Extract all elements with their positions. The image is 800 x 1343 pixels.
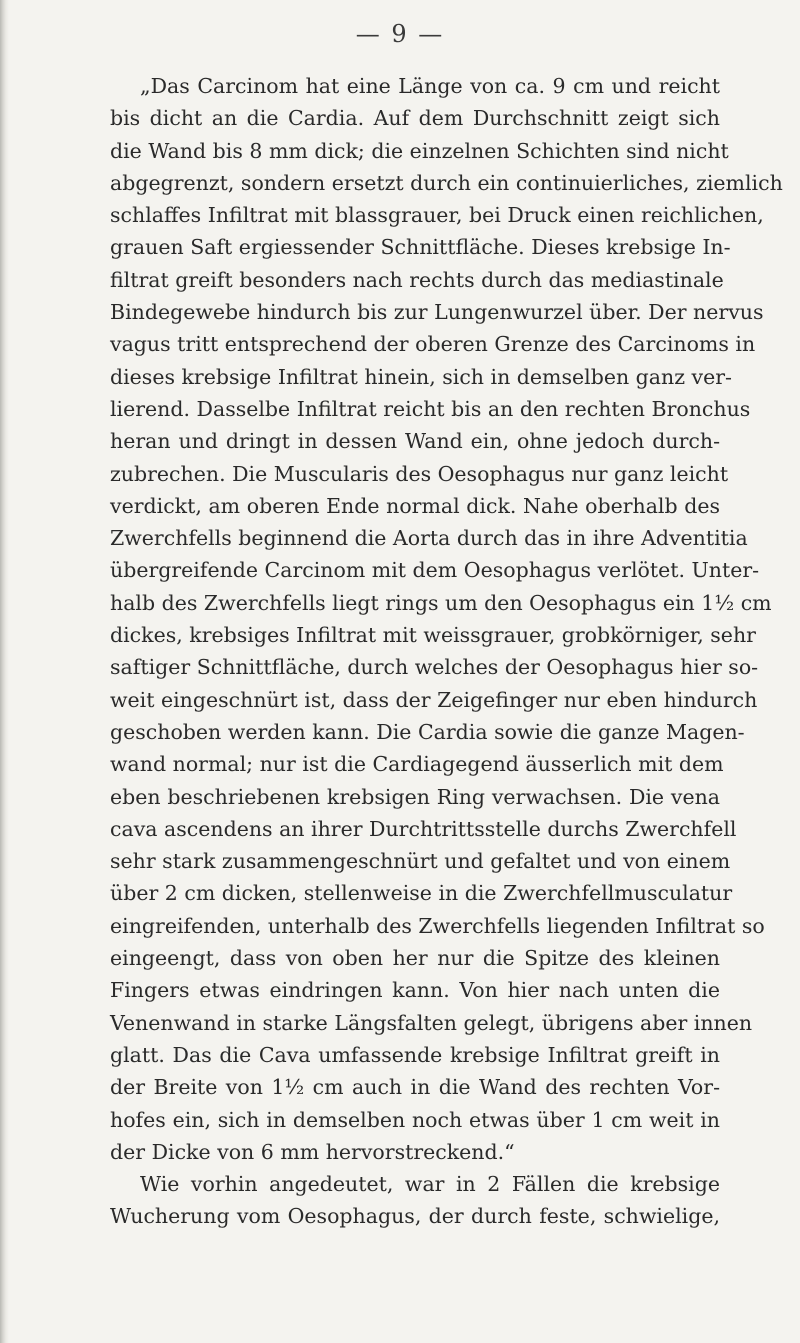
text-body [110, 70, 783, 1233]
text-line: Wucherung vom Oesophagus, der durch feste, schwielige, [110, 1204, 720, 1229]
text-line: bis dicht an die Cardia. Auf dem Durchschnitt zeigt sich [110, 106, 720, 131]
text-line: eben beschriebenen krebsigen Ring verwachsen. Die vena [110, 784, 720, 809]
text-line: zubrechen. Die Muscularis des Oesophagus nur ganz leicht [110, 461, 729, 486]
text-line: Venenwand in starke Längsfalten gelegt, übrigens aber innen [110, 1010, 753, 1035]
text-line: übergreifende Carcinom mit dem Oesophagus verlötet. Unter- [110, 558, 760, 583]
text-line: Bindegewebe hindurch bis zur Lungenwurzel über. Der nervus [110, 300, 764, 325]
text-line: der Breite von 1½ cm auch in die Wand des rechten Vor- [110, 1075, 720, 1100]
page-edge-shadow [0, 0, 9, 1343]
text-line: vagus tritt entsprechend der oberen Grenze des Carcinoms in [110, 332, 756, 357]
text-line: hofes ein, sich in demselben noch etwas über 1 cm weit in [110, 1107, 720, 1132]
text-line: dickes, krebsiges Infiltrat mit weissgrauer, grobkörniger, sehr [110, 623, 756, 648]
text-line: eingeengt, dass von oben her nur die Spitze des kleinen [110, 946, 720, 971]
text-line: eingreifenden, unterhalb des Zwerchfells liegenden Infiltrat so [110, 913, 765, 938]
text-line: Zwerchfells beginnend die Aorta durch das in ihre Adventitia [110, 526, 748, 551]
text-line: geschoben werden kann. Die Cardia sowie die ganze Magen- [110, 719, 745, 744]
text-line: cava ascendens an ihrer Durchtrittsstelle durchs Zwerchfell [110, 816, 737, 841]
text-line: über 2 cm dicken, stellenweise in die Zwerchfellmusculatur [110, 881, 733, 906]
text-line: grauen Saft ergiessender Schnittfläche. Dieses krebsige In- [110, 235, 731, 260]
page-number: — 9 — [355, 20, 445, 48]
text-line: lierend. Dasselbe Infiltrat reicht bis an den rechten Bronchus [110, 396, 751, 421]
text-line: verdickt, am oberen Ende normal dick. Nahe oberhalb des [110, 493, 720, 518]
text-line: weit eingeschnürt ist, dass der Zeigefinger nur eben hindurch [110, 687, 758, 712]
text-line: halb des Zwerchfells liegt rings um den Oesophagus ein 1½ cm [110, 590, 772, 615]
text-line: saftiger Schnittfläche, durch welches der Oesophagus hier so- [110, 655, 759, 680]
text-line: schlaffes Infiltrat mit blassgrauer, bei Druck einen reichlichen, [110, 203, 764, 228]
text-line: abgegrenzt, sondern ersetzt durch ein continuierliches, ziemlich [110, 170, 783, 195]
text-line: Wie vorhin angedeutet, war in 2 Fällen die krebsige [140, 1172, 720, 1197]
text-line: wand normal; nur ist die Cardiagegend äusserlich mit dem [110, 752, 724, 777]
text-line: glatt. Das die Cava umfassende krebsige Infiltrat greift in [110, 1042, 720, 1067]
text-line: der Dicke von 6 mm hervorstreckend.“ [110, 1139, 515, 1164]
paragraph-2 [110, 1168, 720, 1233]
text-line: „Das Carcinom hat eine Länge von ca. 9 cm und reicht [140, 74, 720, 98]
text-line: heran und dringt in dessen Wand ein, ohne jedoch durch- [110, 429, 720, 454]
text-line: filtrat greift besonders nach rechts durch das mediastinale [110, 267, 724, 292]
text-line: Fingers etwas eindringen kann. Von hier nach unten die [110, 978, 720, 1003]
text-line: sehr stark zusammengeschnürt und gefaltet und von einem [110, 849, 731, 874]
text-line: die Wand bis 8 mm dick; die einzelnen Schichten sind nicht [110, 138, 729, 163]
text-line: dieses krebsige Infiltrat hinein, sich in demselben ganz ver- [110, 364, 732, 389]
paragraph-1 [110, 70, 783, 1168]
